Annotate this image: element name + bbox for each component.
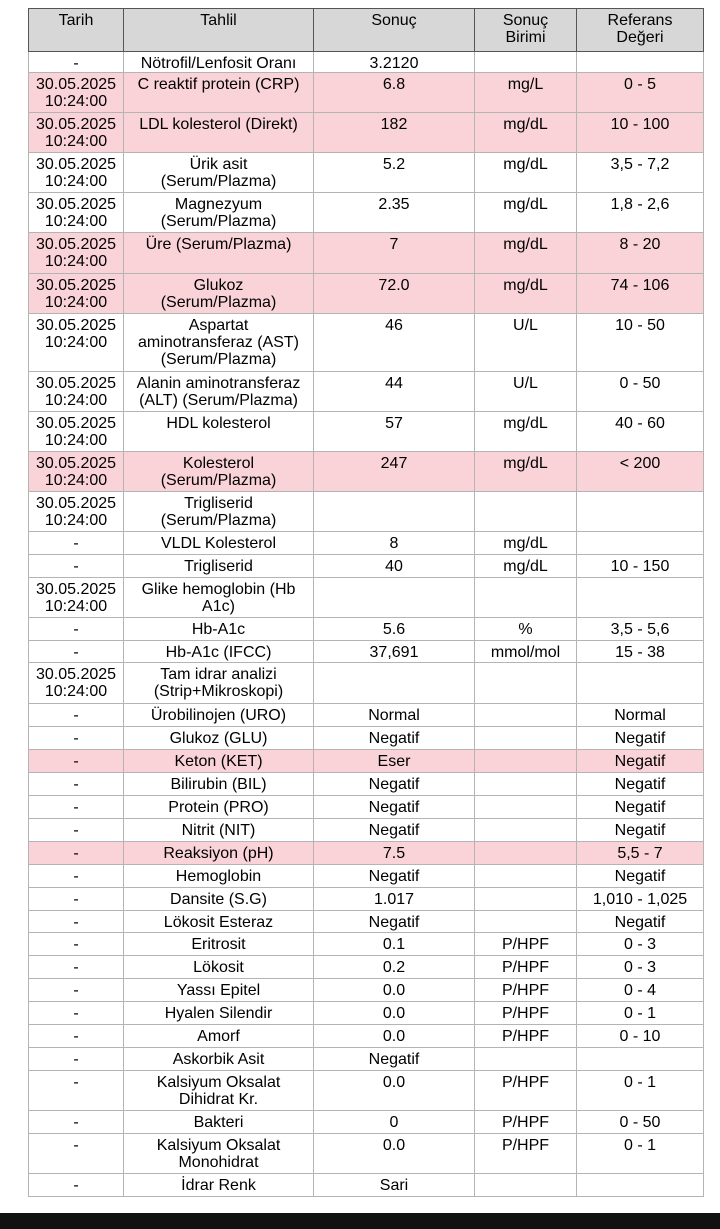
cell-reference: Negatif [577,750,704,773]
cell-date: 30.05.2025 10:24:00 [29,663,124,704]
cell-unit: U/L [475,314,577,372]
cell-result: 0.0 [314,1134,475,1174]
cell-unit: mg/L [475,73,577,113]
cell-result: Negatif [314,1048,475,1071]
table-row [29,274,704,314]
cell-date: - [29,618,124,641]
table-row [29,1025,704,1048]
table-row [29,773,704,796]
table-row [29,73,704,113]
cell-unit: mg/dL [475,274,577,314]
cell-reference [577,1048,704,1071]
cell-result: 0.0 [314,1071,475,1111]
table-row [29,865,704,888]
cell-reference: 15 - 38 [577,641,704,663]
cell-reference [577,663,704,704]
cell-date: - [29,704,124,727]
cell-result [314,578,475,618]
table-row [29,532,704,555]
cell-unit [475,52,577,73]
cell-test: Glike hemoglobin (Hb A1c) [124,578,314,618]
cell-test: Lökosit Esteraz [124,911,314,933]
cell-result: Negatif [314,865,475,888]
cell-date: - [29,727,124,750]
table-row [29,819,704,842]
cell-test: Glukoz (GLU) [124,727,314,750]
cell-date: - [29,796,124,819]
header-result: Sonuç [314,9,475,52]
cell-reference: 40 - 60 [577,412,704,452]
cell-date: - [29,911,124,933]
cell-reference: 1,010 - 1,025 [577,888,704,911]
cell-unit [475,492,577,532]
cell-date: - [29,979,124,1002]
cell-unit [475,1174,577,1197]
cell-test: Magnezyum (Serum/Plazma) [124,193,314,233]
table-row [29,979,704,1002]
cell-reference: 0 - 10 [577,1025,704,1048]
cell-date: 30.05.2025 10:24:00 [29,412,124,452]
cell-date: - [29,1134,124,1174]
cell-reference: 10 - 50 [577,314,704,372]
cell-date: 30.05.2025 10:24:00 [29,578,124,618]
cell-reference: 0 - 4 [577,979,704,1002]
cell-result: 57 [314,412,475,452]
cell-date: 30.05.2025 10:24:00 [29,372,124,412]
cell-unit: mg/dL [475,113,577,153]
cell-unit: mg/dL [475,532,577,555]
cell-result: Normal [314,704,475,727]
cell-unit: P/HPF [475,933,577,956]
cell-result: 72.0 [314,274,475,314]
cell-unit: mg/dL [475,412,577,452]
cell-unit: mmol/mol [475,641,577,663]
cell-date: 30.05.2025 10:24:00 [29,314,124,372]
table-row [29,641,704,663]
cell-result: 40 [314,555,475,578]
cell-date: - [29,1111,124,1134]
cell-unit: % [475,618,577,641]
cell-unit: P/HPF [475,1111,577,1134]
cell-unit: P/HPF [475,956,577,979]
cell-test: Hb-A1c [124,618,314,641]
cell-reference: 0 - 50 [577,372,704,412]
cell-date: 30.05.2025 10:24:00 [29,233,124,274]
cell-result: Negatif [314,773,475,796]
cell-date: - [29,1071,124,1111]
cell-reference: 10 - 150 [577,555,704,578]
cell-result: Negatif [314,819,475,842]
table-row [29,412,704,452]
header-date: Tarih [29,9,124,52]
cell-test: Hyalen Silendir [124,1002,314,1025]
cell-test: Reaksiyon (pH) [124,842,314,865]
cell-test: Ürobilinojen (URO) [124,704,314,727]
cell-reference: Negatif [577,796,704,819]
cell-reference: 0 - 1 [577,1071,704,1111]
cell-result: 0.0 [314,1002,475,1025]
cell-reference: Negatif [577,773,704,796]
cell-reference: 0 - 3 [577,956,704,979]
cell-test: Alanin aminotransferaz (ALT) (Serum/Plazma) [124,372,314,412]
table-row [29,314,704,372]
header-test: Tahlil [124,9,314,52]
cell-test: Askorbik Asit [124,1048,314,1071]
cell-test: HDL kolesterol [124,412,314,452]
cell-test: C reaktif protein (CRP) [124,73,314,113]
cell-reference: 8 - 20 [577,233,704,274]
cell-test: Kolesterol (Serum/Plazma) [124,452,314,492]
cell-reference: 3,5 - 7,2 [577,153,704,193]
cell-reference: 0 - 5 [577,73,704,113]
cell-test: Nitrit (NIT) [124,819,314,842]
cell-test: Glukoz (Serum/Plazma) [124,274,314,314]
table-row [29,1134,704,1174]
cell-unit: mg/dL [475,452,577,492]
cell-test: Tam idrar analizi (Strip+Mikroskopi) [124,663,314,704]
cell-test: Yassı Epitel [124,979,314,1002]
cell-date: - [29,842,124,865]
lab-results-table [28,8,704,1197]
cell-unit: U/L [475,372,577,412]
table-row [29,1111,704,1134]
cell-result: 37,691 [314,641,475,663]
table-row [29,1048,704,1071]
header-reference: Referans Değeri [577,9,704,52]
cell-date: - [29,865,124,888]
cell-unit: P/HPF [475,1071,577,1111]
table-row [29,911,704,933]
cell-test: Amorf [124,1025,314,1048]
table-header-row [29,9,704,52]
cell-test: Üre (Serum/Plazma) [124,233,314,274]
cell-test: Ürik asit (Serum/Plazma) [124,153,314,193]
cell-test: Kalsiyum Oksalat Monohidrat [124,1134,314,1174]
table-row [29,452,704,492]
cell-date: - [29,819,124,842]
cell-result: 0.0 [314,1025,475,1048]
table-row [29,842,704,865]
table-row [29,727,704,750]
cell-reference: 10 - 100 [577,113,704,153]
table-row [29,956,704,979]
cell-result: Negatif [314,727,475,750]
cell-unit [475,911,577,933]
cell-unit: mg/dL [475,555,577,578]
cell-test: Lökosit [124,956,314,979]
cell-test: Eritrosit [124,933,314,956]
cell-test: Nötrofil/Lenfosit Oranı [124,52,314,73]
cell-unit [475,842,577,865]
cell-result: Eser [314,750,475,773]
cell-result: Sari [314,1174,475,1197]
cell-result: Negatif [314,911,475,933]
cell-reference: Normal [577,704,704,727]
cell-reference [577,52,704,73]
cell-reference: 0 - 50 [577,1111,704,1134]
cell-date: 30.05.2025 10:24:00 [29,452,124,492]
header-unit: Sonuç Birimi [475,9,577,52]
cell-result: 0.0 [314,979,475,1002]
cell-unit: P/HPF [475,1134,577,1174]
cell-result: 5.2 [314,153,475,193]
cell-reference: 74 - 106 [577,274,704,314]
cell-reference: Negatif [577,865,704,888]
cell-reference: 0 - 1 [577,1134,704,1174]
cell-result: 1.017 [314,888,475,911]
cell-reference: 0 - 1 [577,1002,704,1025]
table-row [29,193,704,233]
cell-date: - [29,773,124,796]
cell-date: - [29,1174,124,1197]
cell-reference [577,1174,704,1197]
cell-result: Negatif [314,796,475,819]
cell-test: Bilirubin (BIL) [124,773,314,796]
bottom-bar [0,1213,720,1229]
table-row [29,153,704,193]
table-row [29,750,704,773]
table-row [29,492,704,532]
cell-date: 30.05.2025 10:24:00 [29,274,124,314]
cell-test: Hb-A1c (IFCC) [124,641,314,663]
cell-test: Keton (KET) [124,750,314,773]
cell-unit [475,578,577,618]
table-row [29,233,704,274]
cell-date: 30.05.2025 10:24:00 [29,113,124,153]
cell-result: 6.8 [314,73,475,113]
cell-test: VLDL Kolesterol [124,532,314,555]
cell-unit [475,819,577,842]
cell-date: - [29,1048,124,1071]
cell-reference: Negatif [577,819,704,842]
table-row [29,578,704,618]
cell-test: Kalsiyum Oksalat Dihidrat Kr. [124,1071,314,1111]
cell-unit [475,888,577,911]
cell-unit: P/HPF [475,1025,577,1048]
cell-unit [475,727,577,750]
cell-result: 46 [314,314,475,372]
cell-reference [577,492,704,532]
table-row [29,796,704,819]
cell-unit: P/HPF [475,979,577,1002]
cell-test: LDL kolesterol (Direkt) [124,113,314,153]
table-row [29,1071,704,1111]
cell-unit [475,704,577,727]
table-row [29,113,704,153]
table-row [29,1174,704,1197]
table-row [29,52,704,73]
cell-result: 0.2 [314,956,475,979]
cell-reference: 0 - 3 [577,933,704,956]
cell-result: 7.5 [314,842,475,865]
cell-date: - [29,532,124,555]
table-row [29,555,704,578]
cell-result: 3.2120 [314,52,475,73]
cell-test: Hemoglobin [124,865,314,888]
cell-unit [475,773,577,796]
cell-unit [475,1048,577,1071]
cell-reference: 1,8 - 2,6 [577,193,704,233]
cell-result: 8 [314,532,475,555]
cell-reference: 5,5 - 7 [577,842,704,865]
table-body [29,52,704,1197]
cell-unit [475,750,577,773]
cell-date: - [29,933,124,956]
cell-reference: Negatif [577,727,704,750]
cell-result: 5.6 [314,618,475,641]
cell-result: 247 [314,452,475,492]
cell-result: 0 [314,1111,475,1134]
cell-date: 30.05.2025 10:24:00 [29,193,124,233]
cell-unit: P/HPF [475,1002,577,1025]
cell-test: Dansite (S.G) [124,888,314,911]
cell-date: - [29,1002,124,1025]
cell-test: İdrar Renk [124,1174,314,1197]
cell-date: - [29,555,124,578]
cell-unit [475,663,577,704]
table-row [29,372,704,412]
cell-test: Bakteri [124,1111,314,1134]
cell-date: 30.05.2025 10:24:00 [29,153,124,193]
table-row [29,1002,704,1025]
cell-unit: mg/dL [475,193,577,233]
cell-result [314,663,475,704]
cell-test: Trigliserid (Serum/Plazma) [124,492,314,532]
table-row [29,933,704,956]
cell-date: - [29,52,124,73]
cell-reference [577,578,704,618]
cell-date: - [29,888,124,911]
cell-unit [475,796,577,819]
cell-test: Aspartat aminotransferaz (AST) (Serum/Plazma) [124,314,314,372]
cell-unit [475,865,577,888]
cell-date: - [29,750,124,773]
table-row [29,663,704,704]
cell-result: 2.35 [314,193,475,233]
cell-date: 30.05.2025 10:24:00 [29,73,124,113]
cell-unit: mg/dL [475,153,577,193]
cell-date: 30.05.2025 10:24:00 [29,492,124,532]
table-row [29,704,704,727]
cell-test: Protein (PRO) [124,796,314,819]
cell-unit: mg/dL [475,233,577,274]
cell-date: - [29,956,124,979]
cell-reference: 3,5 - 5,6 [577,618,704,641]
cell-reference [577,532,704,555]
cell-result: 182 [314,113,475,153]
cell-result: 0.1 [314,933,475,956]
cell-reference: Negatif [577,911,704,933]
cell-result: 7 [314,233,475,274]
table-row [29,618,704,641]
cell-date: - [29,641,124,663]
cell-result [314,492,475,532]
cell-date: - [29,1025,124,1048]
cell-test: Trigliserid [124,555,314,578]
cell-result: 44 [314,372,475,412]
cell-reference: < 200 [577,452,704,492]
table-row [29,888,704,911]
